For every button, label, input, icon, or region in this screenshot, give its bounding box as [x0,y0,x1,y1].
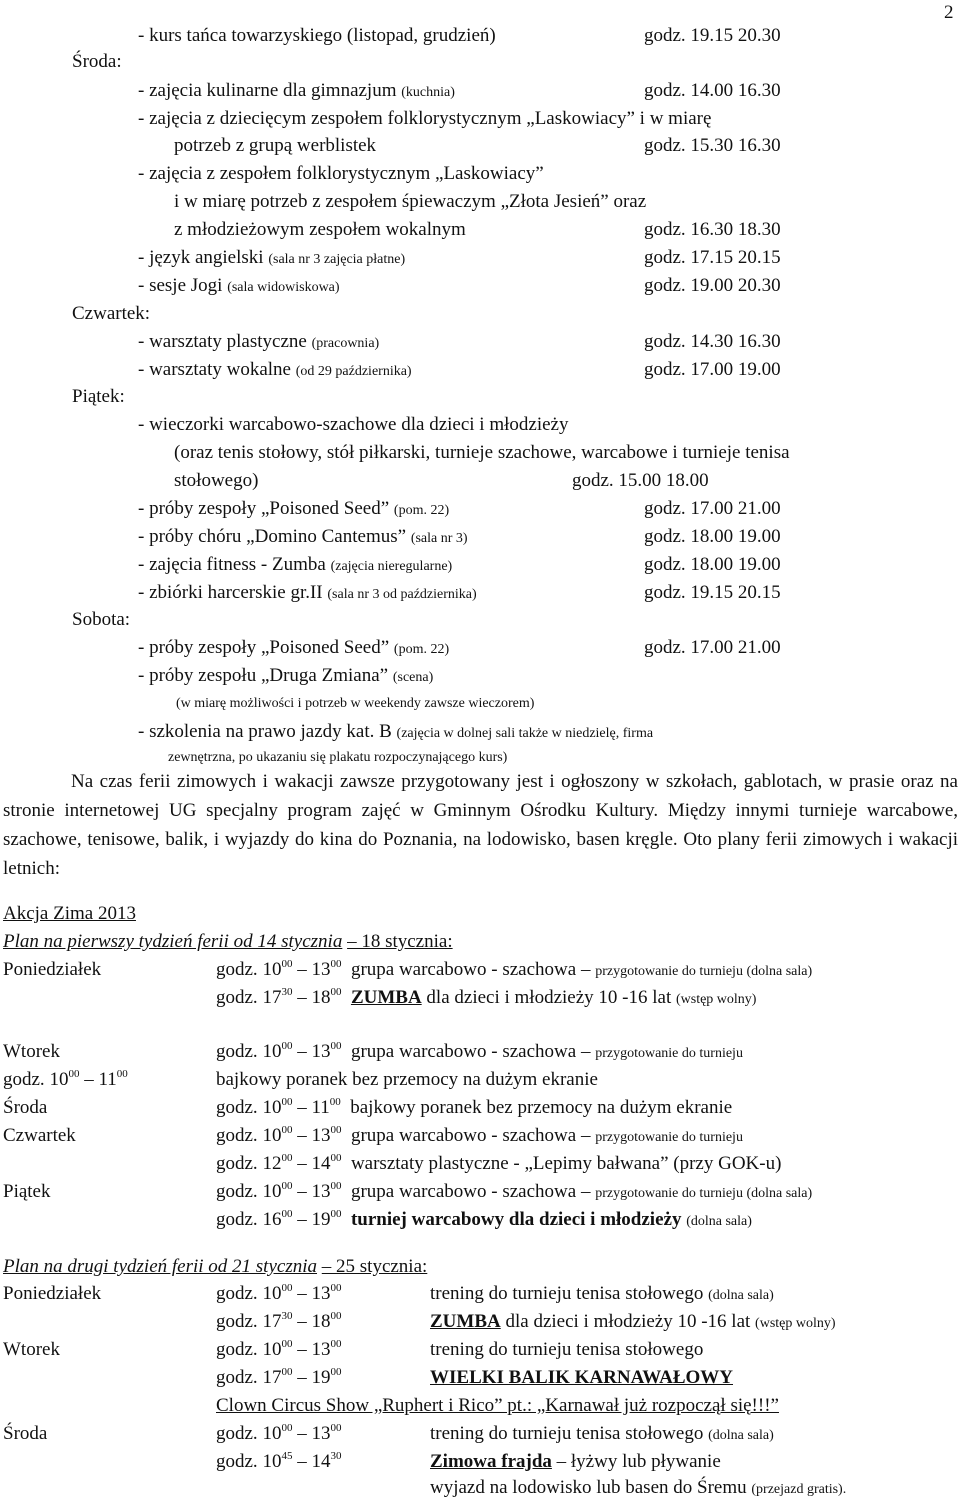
schedule-line: - zajęcia z dziecięcym zespołem folklorystycznym „Laskowiacy” i w miarę [138,108,712,129]
time-row: godz. $10^{00} - 13^{00}$ grupa warcabowo - szachowa – przygotowanie do turnieju [216,1040,743,1062]
time-row: godz. $10^{00} - 13^{00}$ grupa warcabowo - szachowa – przygotowanie do turnieju [216,1124,743,1146]
time-row: godz. $16^{00} - 19^{00}$ turniej warcabowy dla dzieci i młodzieży (dolna sala) [216,1208,752,1230]
schedule-line: - wieczorki warcabowo-szachowe dla dzieci i młodzieży [138,414,569,435]
schedule-note: (pom. 22) [393,642,450,657]
schedule-line: - zajęcia kulinarne dla gimnazjum (kuchnia) [138,80,455,101]
activity-text: trening do turnieju tenisa stołowego [430,1339,704,1360]
schedule-time: godz. 14.00 16.30 [644,80,781,101]
schedule-line: - warsztaty plastyczne (pracownia) [138,331,380,352]
day-label: Piątek [3,1181,51,1202]
schedule-note: (scena) [392,670,434,685]
time-row: godz. $10^{00} - 13^{00}$ [216,1422,342,1444]
schedule-note: (sala widowiskowa) [227,280,340,295]
activity-text: wyjazd na lodowisko lub basen do Śremu (przejazd gratis). [430,1477,847,1498]
schedule-line: - zbiórki harcerskie gr.II (sala nr 3 od października) [138,582,477,603]
day-label: Środa [3,1097,48,1118]
schedule-note: zewnętrzna, po ukazaniu się plakatu rozpoczynającego kurs) [168,750,508,765]
schedule-line: - zajęcia fitness - Zumba (zajęcia nieregularne) [138,554,453,575]
schedule-note: (sala nr 3) [410,531,468,546]
schedule-time: godz. 18.00 19.00 [644,554,781,575]
schedule-time: godz. 15.00 18.00 [572,470,709,491]
week2-title: Plan na drugi tydzień ferii od 21 stycznia – 25 stycznia: [3,1256,428,1277]
schedule-line: (oraz tenis stołowy, stół piłkarski, turnieje szachowe, warcabowe i turnieje tenisa [174,442,790,463]
page-number: 2 [944,2,954,23]
day-heading-wednesday: Środa: [72,51,122,72]
schedule-line: - język angielski (sala nr 3 zajęcia płatne) [138,247,406,268]
day-label: Poniedziałek [3,1283,102,1304]
schedule-note: (kuchnia) [401,85,455,100]
schedule-line: - próby chóru „Domino Cantemus” (sala nr 3) [138,526,468,547]
activity-text: trening do turnieju tenisa stołowego (dolna sala) [430,1283,774,1304]
time-row: godz. $17^{30} - 18^{00}$ ZUMBA dla dzieci i młodzieży 10 -16 lat (wstęp wolny) [216,986,757,1008]
schedule-time: godz. 16.30 18.30 [644,219,781,240]
time-row: godz. $12^{00} - 14^{00}$ warsztaty plastyczne - „Lepimy bałwana” (przy GOK-u) [216,1152,782,1174]
schedule-time: godz. 15.30 16.30 [644,135,781,156]
day-heading-saturday: Sobota: [72,609,131,630]
time-row: godz. $17^{00} - 19^{00}$ [216,1366,342,1388]
time-row: godz. $10^{00} - 13^{00}$ grupa warcabowo - szachowa – przygotowanie do turnieju (dolna sala) [216,1180,813,1202]
time-row: godz. $10^{00} - 13^{00}$ [216,1338,342,1360]
schedule-line: - sesje Jogi (sala widowiskowa) [138,275,340,296]
schedule-note: (pom. 22) [393,503,450,518]
intro-paragraph: Na czas ferii zimowych i wakacji zawsze przygotowany jest i ogłoszony w szkołach, gablotach, w prasie oraz na stronie internetowej UG specjalny program zajęć w Gminnym Ośrodku Kultury. Między innymi turnieje warcabowe, szachowe, tenisowe, balik, i wyjazdy do kina do Poznania, na lodowisko, basen kręgle. Oto plany ferii zimowych i wakacji letnich: [3,771,958,879]
activity-text: Clown Circus Show „Ruphert i Rico” pt.: „Karnawał już rozpoczął się!!!” [216,1395,779,1416]
activity-text: Zimowa frajda – łyżwy lub pływanie [430,1451,721,1472]
schedule-time: godz. 18.00 19.00 [644,526,781,547]
schedule-note: (sala nr 3 od października) [327,587,477,602]
time-row: godz. $10^{00} - 13^{00}$ [216,1282,342,1304]
time-row: godz. $10^{00} - 13^{00}$ grupa warcabowo - szachowa – przygotowanie do turnieju (dolna sala) [216,958,813,980]
schedule-time: godz. 17.00 19.00 [644,359,781,380]
schedule-line: - kurs tańca towarzyskiego (listopad, grudzień) [138,25,496,46]
schedule-time: godz. 19.15 20.15 [644,582,781,603]
schedule-note: (pracownia) [311,336,380,351]
schedule-note: (sala nr 3 zajęcia płatne) [268,252,406,267]
time-row: godz. $10^{45} - 14^{30}$ [216,1450,342,1472]
schedule-line: potrzeb z grupą werblistek [174,135,377,156]
schedule-line: - szkolenia na prawo jazdy kat. B (zajęcia w dolnej sali także w niedzielę, firma [138,721,654,742]
schedule-note: (zajęcia w dolnej sali także w niedzielę, firma [396,726,654,741]
schedule-note: (od 29 października) [295,364,412,379]
activity-text: WIELKI BALIK KARNAWAŁOWY [430,1367,733,1388]
day-heading-thursday: Czwartek: [72,303,151,324]
schedule-time: godz. 19.00 20.30 [644,275,781,296]
schedule-line: - próby zespoły „Poisoned Seed” (pom. 22) [138,498,450,519]
schedule-time: godz. 17.15 20.15 [644,247,781,268]
day-label: Poniedziałek [3,959,102,980]
winter-title: Akcja Zima 2013 [3,903,136,924]
week1-title: Plan na pierwszy tydzień ferii od 14 stycznia – 18 stycznia: [3,931,453,952]
schedule-line: - próby zespoły „Poisoned Seed” (pom. 22) [138,637,450,658]
day-label: Wtorek [3,1041,60,1062]
schedule-line: - próby zespołu „Druga Zmiana” (scena) [138,665,434,686]
day-label: Środa [3,1423,48,1444]
schedule-line: - zajęcia z zespołem folklorystycznym „Laskowiacy” [138,163,544,184]
day-label: Czwartek [3,1125,76,1146]
time-row: godz. $17^{30} - 18^{00}$ [216,1310,342,1332]
schedule-line: stołowego) [174,470,259,491]
schedule-line: z młodzieżowym zespołem wokalnym [174,219,466,240]
schedule-time: godz. 17.00 21.00 [644,637,781,658]
schedule-line: - warsztaty wokalne (od 29 października) [138,359,412,380]
schedule-note: (zajęcia nieregularne) [330,559,453,574]
activity-text: trening do turnieju tenisa stołowego (dolna sala) [430,1423,774,1444]
schedule-line: i w miarę potrzeb z zespołem śpiewaczym „Złota Jesień” oraz [174,191,647,212]
schedule-note: (w miarę możliwości i potrzeb w weekendy zawsze wieczorem) [176,696,535,711]
schedule-time: godz. 14.30 16.30 [644,331,781,352]
time-row: godz. $10^{00} - 11^{00}$ [3,1068,128,1090]
time-row: godz. $10^{00} - 11^{00}$ bajkowy poranek bez przemocy na dużym ekranie [216,1096,733,1118]
day-heading-friday: Piątek: [72,386,125,407]
day-label: Wtorek [3,1339,60,1360]
activity-text: ZUMBA dla dzieci i młodzieży 10 -16 lat (wstęp wolny) [430,1311,836,1332]
schedule-time: godz. 19.15 20.30 [644,25,781,46]
schedule-time: godz. 17.00 21.00 [644,498,781,519]
activity-text: bajkowy poranek bez przemocy na dużym ekranie [216,1069,598,1090]
